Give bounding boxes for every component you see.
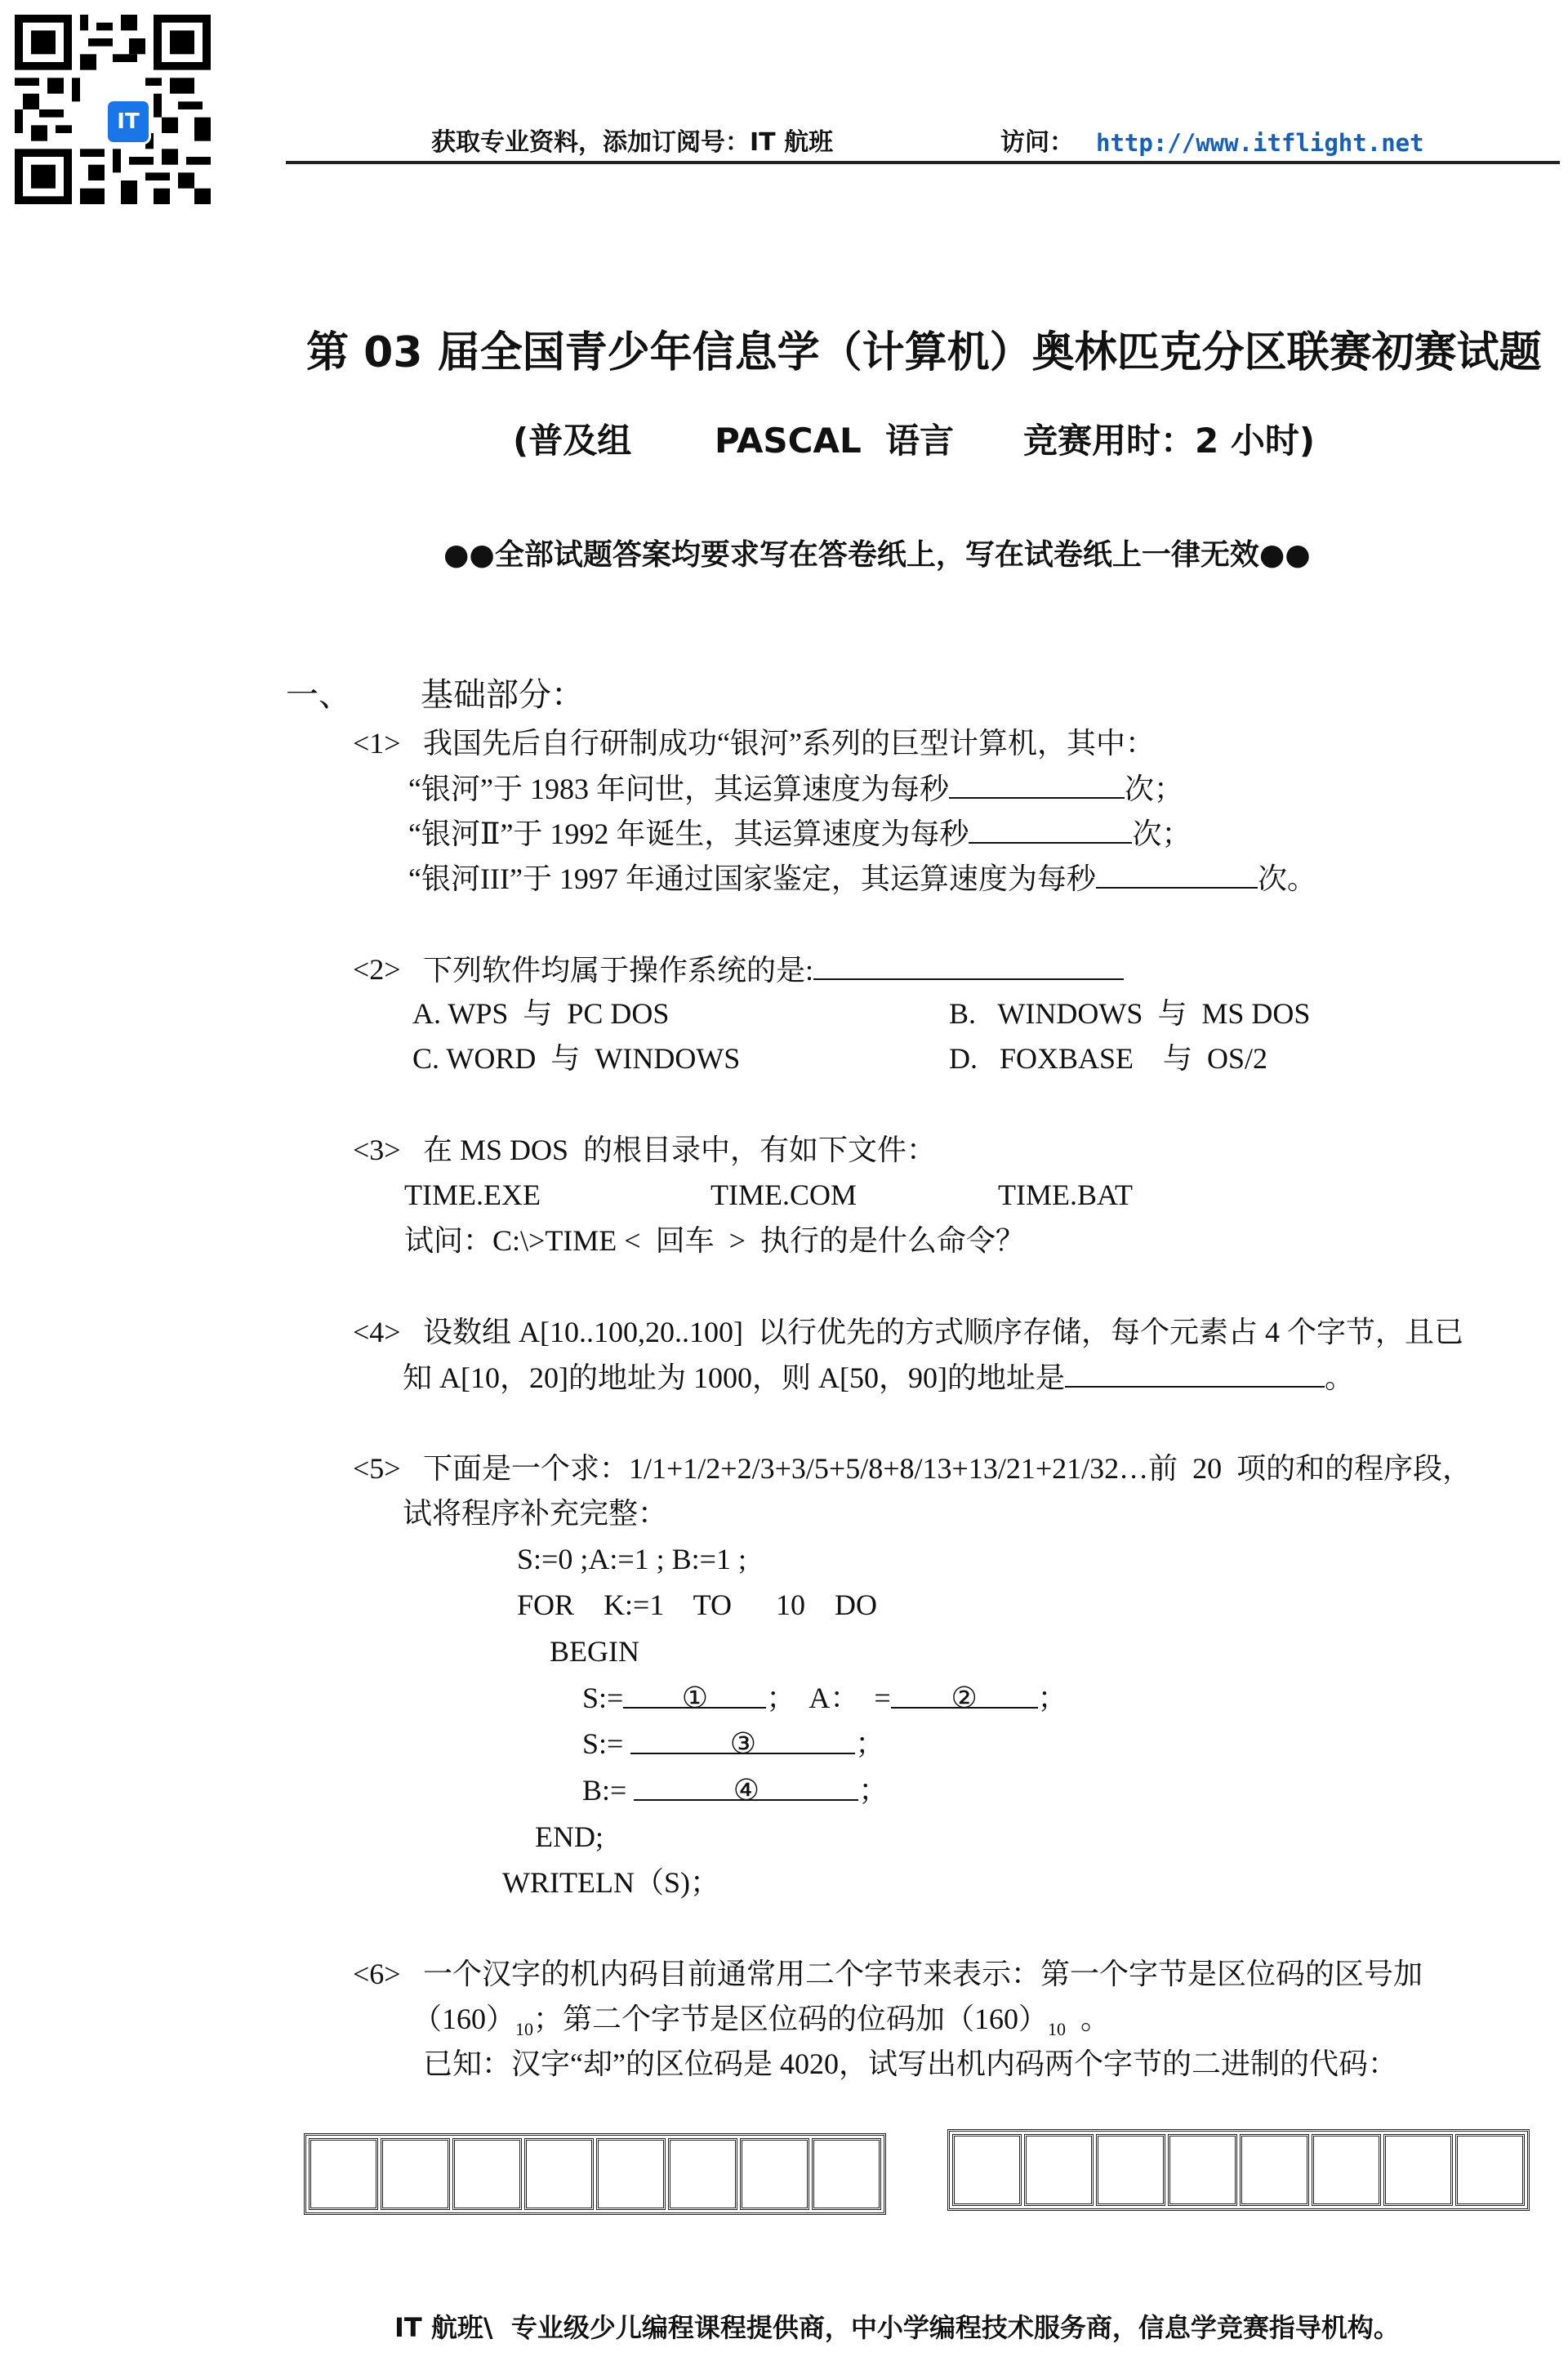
bit-cell[interactable] <box>381 2138 450 2210</box>
option-key: D. <box>949 1042 978 1075</box>
q1-line2-text: “银河Ⅱ”于 1992 年诞生，其运算速度为每秒 <box>408 818 969 850</box>
footer-text: IT 航班\ 专业级少儿编程课程提供商，中小学编程技术服务商，信息学竞赛指导机构。 <box>394 2312 1400 2343</box>
exam-notice: ●●全部试题答案均要求写在答卷纸上，写在试卷纸上一律无效●● <box>443 538 1311 572</box>
question-text: 我国先后自行研制成功“银河”系列的巨型计算机，其中： <box>423 727 1155 760</box>
option-text: WPS 与 PC DOS <box>448 997 670 1030</box>
question-label: <4> <box>353 1316 401 1348</box>
option-key: C. <box>412 1042 440 1075</box>
question-text: 一个汉字的机内码目前通常用二个字节来表示：第一个字节是区位码的区号加 <box>423 1958 1423 1990</box>
code-text: ； <box>855 1727 885 1760</box>
option-text: WORD 与 WINDOWS <box>446 1042 741 1075</box>
code-line: BEGIN <box>550 1635 639 1668</box>
code-line: FOR K:=1 TO 10 DO <box>517 1588 878 1621</box>
subtitle-time: 竞赛用时：2 小时) <box>1023 421 1316 461</box>
code-text: ； <box>858 1774 889 1807</box>
code-line: S:=0 ;A:=1 ; B:=1 ; <box>517 1543 746 1575</box>
file-name: TIME.COM <box>710 1178 857 1211</box>
bit-cell[interactable] <box>1096 2134 1165 2206</box>
code-text: ； <box>1037 1682 1067 1714</box>
question-text: 下面是一个求：1/1+1/2+2/3+3/5+5/8+8/13+13/21+21/32…前 20 项的和的程序段， <box>423 1452 1472 1485</box>
code-text: S:= <box>582 1682 624 1714</box>
file-name: TIME.BAT <box>998 1178 1133 1211</box>
bit-cell[interactable] <box>1024 2134 1094 2206</box>
visit-label: 访问： <box>1000 128 1074 157</box>
subtitle-language: PASCAL 语言 <box>715 421 955 461</box>
q4-line2 <box>403 1358 1354 1397</box>
code-line <box>582 1771 888 1809</box>
exam-title: 第 03 届全国青少年信息学（计算机）奥林匹克分区联赛初赛试题 <box>306 328 1542 377</box>
subscript: 10 <box>1048 2019 1067 2039</box>
question-label: <6> <box>353 1958 401 1990</box>
question-text: 下列软件均属于操作系统的是: <box>423 954 814 987</box>
section-title: 基础部分： <box>421 676 584 714</box>
bit-cell[interactable] <box>1455 2134 1525 2206</box>
question-label: <2> <box>353 953 401 986</box>
q1-line2-suffix: 次； <box>1132 818 1192 850</box>
it-logo-icon: IT <box>105 99 151 145</box>
header-divider <box>286 161 1560 164</box>
code-text: ； A： = <box>766 1682 891 1714</box>
q1-line1-text: “银河”于 1983 年问世，其运算速度为每秒 <box>408 773 949 805</box>
section-number: 一、 <box>286 676 351 714</box>
option-text: WINDOWS 与 MS DOS <box>997 997 1311 1030</box>
question-label: <3> <box>353 1134 401 1166</box>
code-text: B:= <box>582 1774 627 1807</box>
q1-line1 <box>408 769 1183 808</box>
answer-blank[interactable] <box>1065 1358 1325 1388</box>
bit-cell[interactable] <box>1168 2134 1237 2206</box>
q1-line1-suffix: 次； <box>1124 773 1183 805</box>
blank-marker: ④ <box>733 1774 760 1807</box>
bit-cell[interactable] <box>952 2134 1022 2206</box>
q1-line2 <box>408 814 1191 853</box>
option-a <box>412 995 669 1032</box>
option-key: B. <box>949 997 977 1030</box>
byte2-answer-boxes <box>947 2129 1530 2211</box>
code-text: S:= <box>582 1727 624 1760</box>
q6-text: 。 <box>1066 2003 1111 2035</box>
q1-line3-suffix: 次。 <box>1257 862 1316 895</box>
option-key: A. <box>412 997 441 1030</box>
blank-marker: ① <box>681 1682 708 1714</box>
option-text: FOXBASE 与 OS/2 <box>1000 1042 1268 1075</box>
qr-code <box>15 15 211 204</box>
q6-line2 <box>412 2000 1110 2048</box>
question-text: 设数组 A[10..100,20..100] 以行优先的方式顺序存储，每个元素占 4 个字节，且已 <box>423 1316 1463 1348</box>
question-label: <1> <box>353 727 401 760</box>
q2-line <box>423 951 1124 989</box>
option-b <box>949 995 1310 1032</box>
q6-text: ；第二个字节是区位码的位码加（160） <box>533 2003 1049 2035</box>
q4-line2-suffix: 。 <box>1324 1361 1354 1394</box>
bit-cell[interactable] <box>812 2138 881 2210</box>
answer-blank[interactable] <box>969 814 1132 844</box>
question-label: <5> <box>353 1452 401 1485</box>
bit-cell[interactable] <box>1383 2134 1453 2206</box>
bit-cell[interactable] <box>1312 2134 1381 2206</box>
bit-cell[interactable] <box>596 2138 666 2210</box>
question-text: 在 MS DOS 的根目录中，有如下文件： <box>423 1134 937 1166</box>
answer-blank-3[interactable] <box>630 1725 855 1760</box>
answer-blank[interactable] <box>1096 859 1258 889</box>
answer-blank[interactable] <box>949 769 1125 799</box>
website-link[interactable]: http://www.itflight.net <box>1096 129 1424 157</box>
option-c <box>412 1040 740 1077</box>
q1-line3-text: “银河III”于 1997 年通过国家鉴定，其运算速度为每秒 <box>408 862 1096 895</box>
q1-line3 <box>408 859 1316 898</box>
question-text: 试将程序补充完整： <box>403 1497 668 1530</box>
code-line: END; <box>535 1820 604 1853</box>
code-line: WRITELN（S)； <box>502 1866 719 1899</box>
bit-cell[interactable] <box>668 2138 737 2210</box>
promo-text: 获取专业资料，添加订阅号：IT 航班 <box>431 128 834 157</box>
q4-line2-text: 知 A[10，20]的地址为 1000，则 A[50，90]的地址是 <box>403 1361 1065 1394</box>
answer-blank-4[interactable] <box>634 1771 858 1807</box>
bit-cell[interactable] <box>309 2138 378 2210</box>
subscript: 10 <box>515 2019 534 2039</box>
bit-cell[interactable] <box>452 2138 522 2210</box>
question-prompt: 试问：C:\>TIME < 回车 > 执行的是什么命令？ <box>404 1224 1025 1257</box>
answer-blank-1[interactable] <box>623 1679 766 1714</box>
option-d <box>949 1040 1267 1077</box>
code-line <box>582 1725 884 1762</box>
bit-cell[interactable] <box>1240 2134 1309 2206</box>
blank-marker: ③ <box>729 1727 756 1760</box>
answer-blank-2[interactable] <box>891 1679 1038 1714</box>
q6-text: （160） <box>412 2003 516 2035</box>
bit-cell[interactable] <box>740 2138 809 2210</box>
bit-cell[interactable] <box>524 2138 594 2210</box>
question-text: 已知：汉字“却”的区位码是 4020，试写出机内码两个字节的二进制的代码： <box>423 2047 1397 2080</box>
code-line <box>582 1679 1067 1717</box>
file-name: TIME.EXE <box>404 1178 541 1211</box>
byte1-answer-boxes <box>304 2133 886 2215</box>
blank-marker: ② <box>951 1682 978 1714</box>
subtitle-group: (普及组 <box>513 421 632 461</box>
answer-blank[interactable] <box>813 951 1124 980</box>
